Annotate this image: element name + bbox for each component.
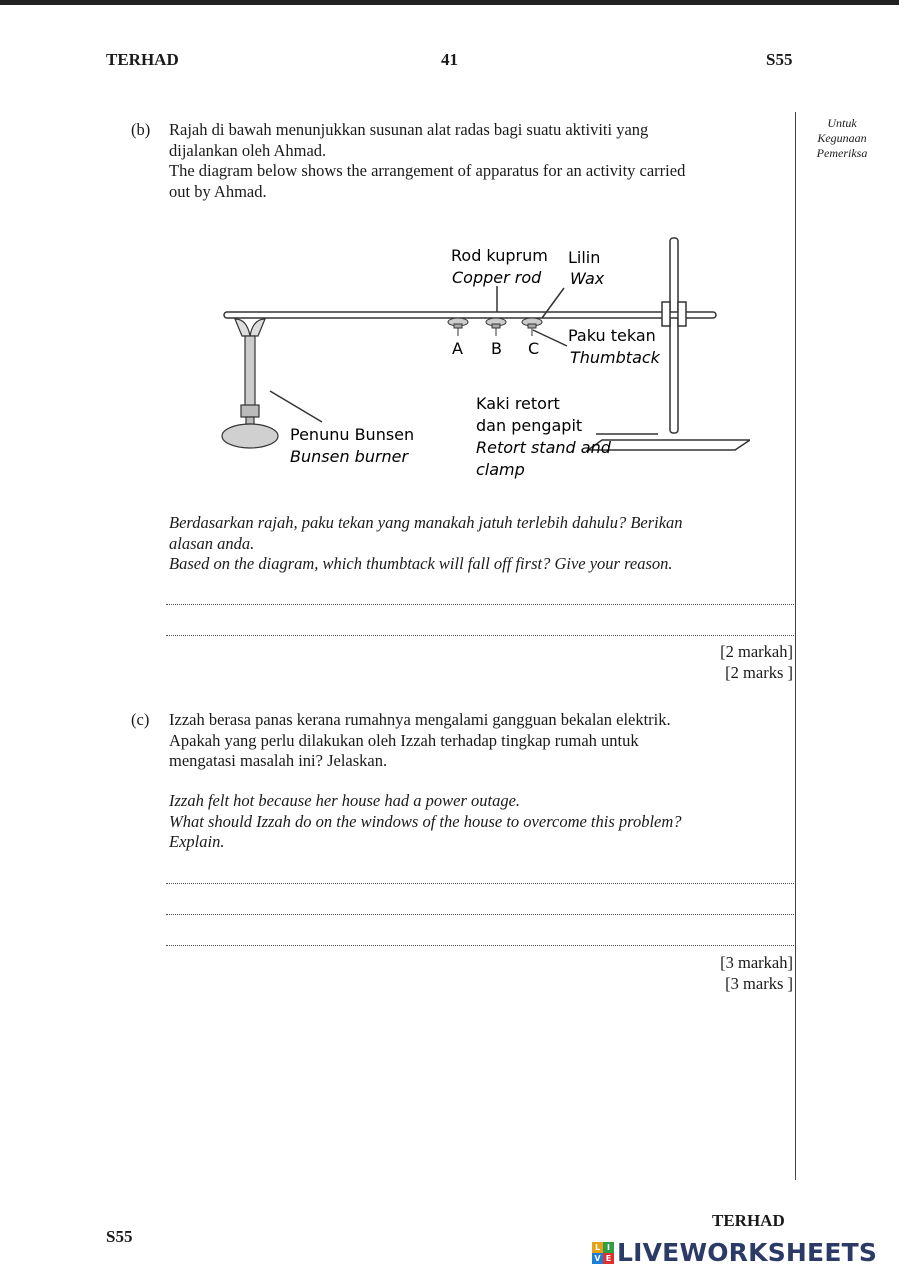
margin-rule <box>795 112 796 1180</box>
top-border <box>0 0 899 5</box>
part-b-question-en: Based on the diagram, which thumbtack will fall off first? Give your reason. <box>169 554 673 573</box>
burner-flame <box>235 319 265 336</box>
part-c-marks-ms: [3 markah] <box>720 953 793 972</box>
thumbtack-a <box>448 318 468 328</box>
part-b-answer-line-2[interactable] <box>166 635 794 636</box>
part-c-stem-en <box>169 791 789 853</box>
part-b-en-line1: The diagram below shows the arrangement of apparatus for an activity carried <box>169 161 686 180</box>
part-c-ms-line1: Izzah berasa panas kerana rumahnya mengalami gangguan bekalan elektrik. <box>169 710 671 729</box>
label-stand-ms2: dan pengapit <box>476 416 583 435</box>
part-c-answer-line-3[interactable] <box>166 945 794 946</box>
label-stand-en2: clamp <box>476 460 525 479</box>
part-b-question-ms-line2: alasan anda. <box>169 533 255 553</box>
header-right: S55 <box>766 50 793 69</box>
part-b-answer-line-1[interactable] <box>166 604 794 605</box>
clamp-left <box>662 302 670 326</box>
examiner-note-line1: Untuk <box>827 116 857 130</box>
part-c-en-line2: What should Izzah do on the windows of the house to overcome this problem? <box>169 811 682 831</box>
retort-stand-pole <box>670 238 678 433</box>
page-number: 41 <box>441 50 458 69</box>
examiner-use-note <box>804 116 880 161</box>
part-b-ms-line2: dijalankan oleh Ahmad. <box>169 140 327 160</box>
part-b-marks-ms: [2 markah] <box>720 642 793 661</box>
retort-stand-base <box>588 440 750 450</box>
burner-collar <box>241 405 259 417</box>
part-c-ms-line2: Apakah yang perlu dilakukan oleh Izzah terhadap tingkap rumah untuk <box>169 730 639 750</box>
examiner-note-line3: Pemeriksa <box>816 146 868 160</box>
part-b-question <box>169 513 789 575</box>
label-burner-ms: Penunu Bunsen <box>290 425 415 444</box>
part-b-en-line2: out by Ahmad. <box>169 181 267 201</box>
burner-neck <box>246 417 254 424</box>
liveworksheets-logo-icon: L I V E <box>592 1242 614 1264</box>
part-c-answer-line-2[interactable] <box>166 914 794 915</box>
label-stand-ms1: Kaki retort <box>476 394 560 413</box>
part-b-stem <box>169 120 789 202</box>
thumbtack-b <box>486 318 506 328</box>
part-c-ms-line3: mengatasi masalah ini? Jelaskan. <box>169 751 388 770</box>
thumbtack-c <box>522 318 542 328</box>
part-b-marks-en: [2 marks ] <box>725 663 793 682</box>
part-b-ms-line1: Rajah di bawah menunjukkan susunan alat radas bagi suatu aktiviti yang <box>169 120 649 139</box>
footer-code: S55 <box>106 1227 133 1246</box>
part-c-en-line3: Explain. <box>169 832 225 851</box>
label-thumbtack-c: C <box>528 339 540 358</box>
label-thumbtack-ms: Paku tekan <box>568 326 656 345</box>
part-b-marks <box>720 641 793 683</box>
label-burner-en: Bunsen burner <box>290 447 409 466</box>
label-thumbtack-a: A <box>452 339 463 358</box>
part-c-marks-en: [3 marks ] <box>725 974 793 993</box>
liveworksheets-wordmark: LIVEWORKSHEETS <box>617 1238 878 1267</box>
header-left: TERHAD <box>106 50 179 69</box>
liveworksheets-logo <box>592 1238 877 1267</box>
label-stand-en1: Retort stand and <box>476 438 611 457</box>
part-c-label: (c) <box>131 710 150 729</box>
part-c-stem-ms <box>169 710 789 772</box>
part-c-answer-line-1[interactable] <box>166 883 794 884</box>
label-wax-ms: Lilin <box>568 248 601 267</box>
part-c-en-line1: Izzah felt hot because her house had a power outage. <box>169 791 521 810</box>
clamp-right <box>678 302 686 326</box>
examiner-note-line2: Kegunaan <box>817 131 867 145</box>
label-thumbtack-b: B <box>491 339 502 358</box>
label-rod-en: Copper rod <box>452 268 542 287</box>
label-thumbtack-en: Thumbtack <box>570 348 660 367</box>
footer-classification: TERHAD <box>712 1211 785 1230</box>
apparatus-diagram <box>210 228 750 488</box>
burner-tube <box>245 336 255 408</box>
burner-pointer <box>270 391 322 422</box>
copper-rod <box>224 312 716 318</box>
label-rod-ms: Rod kuprum <box>451 246 548 265</box>
burner-base <box>222 424 278 448</box>
part-c-marks <box>720 952 793 994</box>
part-b-label: (b) <box>131 120 151 139</box>
part-b-question-ms-line1: Berdasarkan rajah, paku tekan yang manakah jatuh terlebih dahulu? Berikan <box>169 513 683 532</box>
label-wax-en: Wax <box>570 269 605 288</box>
